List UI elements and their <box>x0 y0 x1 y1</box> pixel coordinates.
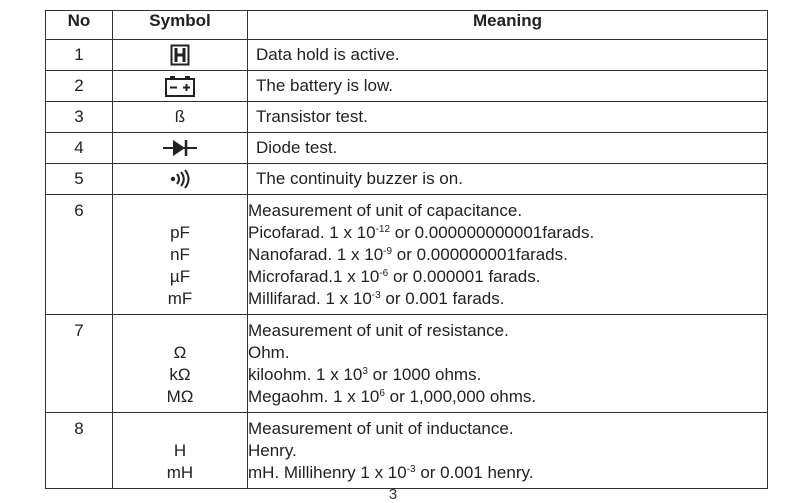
unit-symbol: nF <box>170 245 190 264</box>
unit-symbol: MΩ <box>166 387 194 406</box>
symbol-table <box>45 10 768 489</box>
symbol-cell <box>113 315 248 413</box>
table-row <box>46 71 768 102</box>
table-row <box>46 195 768 315</box>
symbol-cell <box>113 164 248 195</box>
meaning-cell: The battery is low. <box>248 71 768 102</box>
section-title: Measurement of unit of inductance. <box>248 419 514 438</box>
unit-symbol: mF <box>167 289 193 308</box>
unit-definition: mH. Millihenry 1 x $10^{-3}$ or 0.001 henry. <box>248 463 534 482</box>
meaning-cell: Diode test. <box>248 133 768 164</box>
symbol-cell <box>113 71 248 102</box>
unit-definition: Microfarad.1 x $10^{-6}$ or 0.000001 farads. <box>248 267 541 286</box>
row-number: 1 <box>46 40 113 71</box>
data-hold-icon <box>170 44 190 66</box>
unit-symbol: pF <box>170 223 190 242</box>
unit-definition: kiloohm. 1 x $10^3$ or 1000 ohms. <box>248 365 482 384</box>
unit-definition: Nanofarad. 1 x $10^{-9}$ or 0.000000001farads. <box>248 245 568 264</box>
meaning-cell: Data hold is active. <box>248 40 768 71</box>
unit-definition: Ohm. <box>248 343 290 362</box>
battery-low-icon <box>164 75 196 97</box>
unit-definition: Picofarad. 1 x $10^{-12}$ or 0.000000000001farads. <box>248 223 595 242</box>
unit-definition: Henry. <box>248 441 297 460</box>
table-row <box>46 133 768 164</box>
unit-definition: Millifarad. 1 x $10^{-3}$ or 0.001 farads. <box>248 289 505 308</box>
symbol-cell <box>113 133 248 164</box>
meaning-cell: Transistor test. <box>248 102 768 133</box>
section-title: Measurement of unit of resistance. <box>248 321 509 340</box>
transistor-symbol: ß <box>113 102 248 133</box>
meaning-cell <box>248 315 768 413</box>
meaning-cell <box>248 413 768 489</box>
unit-symbol: H <box>173 441 187 460</box>
unit-symbol: Ω <box>173 343 187 362</box>
page-number: 3 <box>388 486 398 503</box>
table-row <box>46 102 768 133</box>
header-row <box>46 11 768 40</box>
section-title: Measurement of unit of capacitance. <box>248 201 523 220</box>
row-number: 6 <box>46 195 113 315</box>
row-number: 5 <box>46 164 113 195</box>
unit-symbol: mH <box>166 463 194 482</box>
row-number: 7 <box>46 315 113 413</box>
continuity-buzzer-icon <box>169 169 191 189</box>
unit-definition: Megaohm. 1 x $10^6$ or 1,000,000 ohms. <box>248 387 537 406</box>
table-row <box>46 315 768 413</box>
symbol-cell <box>113 40 248 71</box>
row-number: 3 <box>46 102 113 133</box>
header-symbol: Symbol <box>113 11 248 40</box>
table-row <box>46 40 768 71</box>
meaning-cell: The continuity buzzer is on. <box>248 164 768 195</box>
row-number: 4 <box>46 133 113 164</box>
diode-icon <box>162 138 198 158</box>
meaning-cell <box>248 195 768 315</box>
symbol-cell <box>113 195 248 315</box>
symbol-cell <box>113 413 248 489</box>
unit-symbol: kΩ <box>169 365 191 384</box>
table-row <box>46 413 768 489</box>
unit-symbol: µF <box>169 267 191 286</box>
table-row <box>46 164 768 195</box>
row-number: 2 <box>46 71 113 102</box>
row-number: 8 <box>46 413 113 489</box>
header-meaning: Meaning <box>248 11 768 40</box>
header-no: No <box>46 11 113 40</box>
